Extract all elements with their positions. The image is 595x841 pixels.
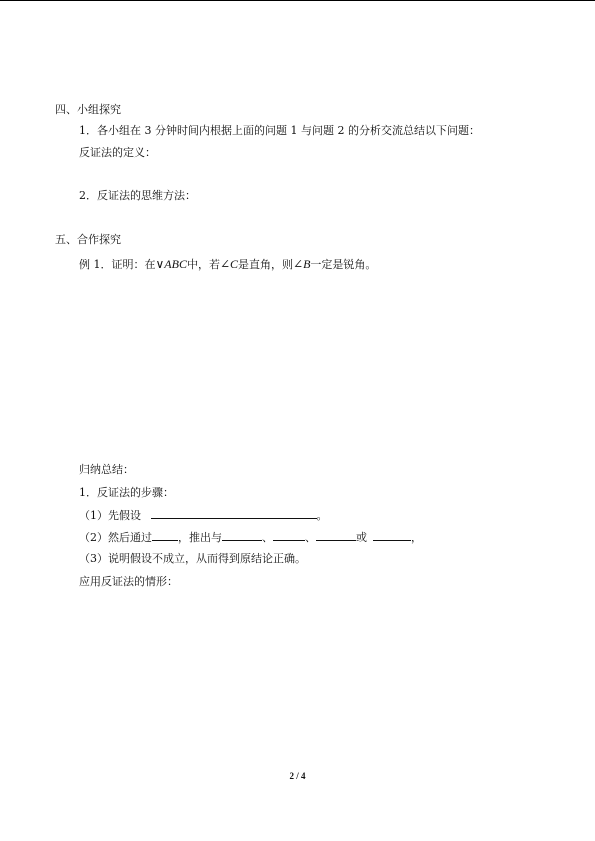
step1-blank[interactable] bbox=[151, 508, 317, 519]
step2-blank-1[interactable] bbox=[152, 530, 178, 541]
page-number: 2 / 4 bbox=[289, 771, 306, 781]
step1-end: 。 bbox=[316, 509, 328, 522]
example-prefix: 例 1．证明：在 bbox=[79, 258, 156, 271]
definition-label: 反证法的定义： bbox=[79, 146, 156, 159]
angle-c: ∠C bbox=[219, 257, 239, 271]
step1 bbox=[79, 508, 328, 523]
step2 bbox=[79, 530, 422, 545]
steps-title: 1．反证法的步骤： bbox=[79, 486, 174, 499]
step2-blank-4[interactable] bbox=[316, 530, 356, 541]
step2-sep1: 、 bbox=[262, 531, 273, 544]
step2-blank-3[interactable] bbox=[273, 530, 305, 541]
section4-item1: 1．各小组在 3 分钟时间内根据上面的问题 1 与问题 2 的分析交流总结以下问题： bbox=[79, 124, 480, 137]
example-1 bbox=[79, 257, 376, 272]
angle-b: ∠B bbox=[293, 257, 311, 271]
step2-sep2: 、 bbox=[305, 531, 316, 544]
example-mid2: 是直角，则 bbox=[238, 258, 294, 271]
page-top-border bbox=[0, 0, 595, 1]
section4-item2: 2．反证法的思维方法： bbox=[79, 189, 196, 202]
example-suffix: 一定是锐角。 bbox=[310, 258, 377, 271]
step3: （3）说明假设不成立，从而得到原结论正确。 bbox=[79, 552, 306, 565]
step2-label: （2）然后通过 bbox=[79, 531, 152, 544]
step2-blank-2[interactable] bbox=[222, 530, 262, 541]
step2-or: 或 bbox=[356, 531, 367, 544]
summary-heading: 归纳总结： bbox=[79, 463, 134, 476]
step1-label: （1）先假设 bbox=[79, 509, 141, 522]
step2-mid: ，推出与 bbox=[178, 531, 222, 544]
section5-heading: 五、合作探究 bbox=[55, 233, 121, 246]
step2-blank-5[interactable] bbox=[373, 530, 411, 541]
example-mid1: 中，若 bbox=[186, 258, 220, 271]
application-label: 应用反证法的情形： bbox=[79, 575, 178, 588]
section4-heading: 四、小组探究 bbox=[55, 103, 121, 116]
triangle-abc: ∨ABC bbox=[155, 257, 187, 271]
step2-end: ， bbox=[411, 531, 422, 544]
